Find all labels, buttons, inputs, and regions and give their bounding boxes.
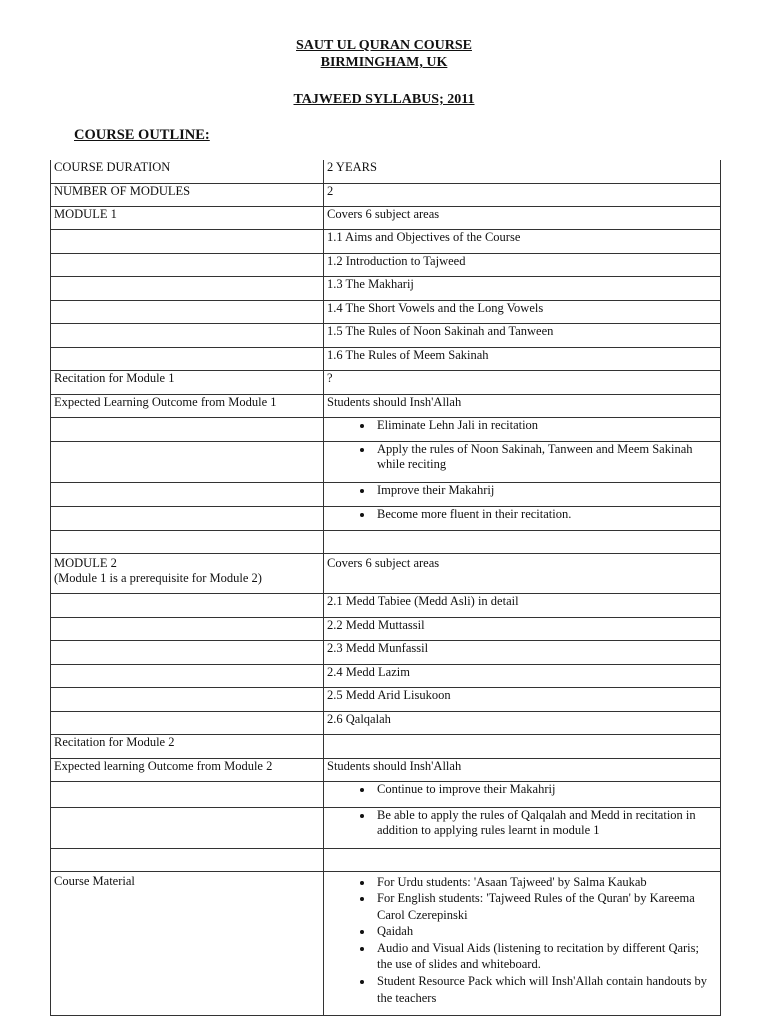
label-cell (51, 781, 324, 807)
label-cell (51, 664, 324, 687)
outcome-bullet: • Continue to improve their Makahrij (374, 782, 717, 797)
table-row (51, 758, 721, 781)
value-cell (324, 530, 721, 553)
label-cell: NUMBER OF MODULES (51, 183, 324, 206)
value-cell: 2.5 Medd Arid Lisukoon (324, 687, 721, 711)
value-cell: Students should Insh'Allah (324, 394, 721, 417)
outcome-bullet: • Eliminate Lehn Jali in recitation (374, 418, 717, 433)
label-cell (51, 848, 324, 871)
value-cell: Covers 6 subject areas (324, 206, 721, 229)
outcome-bullet: • Apply the rules of Noon Sakinah, Tanween and Meem Sakinah while reciting (374, 442, 717, 472)
material-item: • Audio and Visual Aids (listening to recitation by different Qaris; the use of slides and whiteboard. (374, 940, 717, 973)
table-row (51, 664, 721, 687)
table-row (51, 394, 721, 417)
value-cell (324, 734, 721, 758)
label-cell (51, 807, 324, 848)
course-title: SAUT UL QURAN COURSE (296, 38, 472, 53)
outcome-bullet: • Improve their Makahrij (374, 483, 717, 498)
table-row (51, 441, 721, 482)
value-cell (324, 506, 721, 530)
table-row (51, 183, 721, 206)
table-row (51, 276, 721, 300)
label-cell (51, 441, 324, 482)
table-row (51, 482, 721, 506)
table-row (51, 206, 721, 229)
value-cell (324, 441, 721, 482)
value-cell: 1.4 The Short Vowels and the Long Vowels (324, 300, 721, 323)
value-cell: ? (324, 370, 721, 394)
table-row (51, 160, 721, 183)
value-cell: 1.1 Aims and Objectives of the Course (324, 229, 721, 253)
value-cell: 2.2 Medd Muttassil (324, 617, 721, 640)
value-cell (324, 417, 721, 441)
label-cell (51, 323, 324, 347)
material-item: • Qaidah (374, 923, 717, 940)
table-row (51, 370, 721, 394)
value-cell: 1.5 The Rules of Noon Sakinah and Tanween (324, 323, 721, 347)
label-cell: Recitation for Module 2 (51, 734, 324, 758)
value-cell: Covers 6 subject areas (324, 553, 721, 593)
value-cell (324, 848, 721, 871)
label-cell (51, 711, 324, 734)
value-cell: 2 YEARS (324, 160, 721, 183)
table-row (51, 617, 721, 640)
course-location: BIRMINGHAM, UK (320, 55, 448, 70)
table-row (51, 711, 721, 734)
material-item: • Student Resource Pack which will Insh'Allah contain handouts by the teachers (374, 973, 717, 1006)
table-row (51, 807, 721, 848)
label-cell (51, 229, 324, 253)
label-cell (51, 530, 324, 553)
outcome-bullet: • Be able to apply the rules of Qalqalah and Medd in recitation in addition to applying rules learnt in module 1 (374, 808, 717, 838)
label-cell: Recitation for Module 1 (51, 370, 324, 394)
table-row (51, 323, 721, 347)
table-row (51, 417, 721, 441)
value-cell: Students should Insh'Allah (324, 758, 721, 781)
value-cell (324, 781, 721, 807)
table-row (51, 871, 721, 1015)
table-row (51, 253, 721, 276)
label-cell (51, 617, 324, 640)
value-cell: 1.2 Introduction to Tajweed (324, 253, 721, 276)
table-row (51, 506, 721, 530)
outcome-bullet: • Become more fluent in their recitation. (374, 507, 717, 522)
value-cell: 2.1 Medd Tabiee (Medd Asli) in detail (324, 593, 721, 617)
label-cell: Course Material (51, 871, 324, 1015)
course-outline-heading: COURSE OUTLINE: (74, 127, 210, 143)
label-cell (51, 482, 324, 506)
label-cell: Expected learning Outcome from Module 2 (51, 758, 324, 781)
module-2-label: MODULE 2 (54, 555, 117, 570)
label-cell: COURSE DURATION (51, 160, 324, 183)
value-cell: 2.4 Medd Lazim (324, 664, 721, 687)
value-cell (324, 482, 721, 506)
label-cell (51, 506, 324, 530)
value-cell: 1.6 The Rules of Meem Sakinah (324, 347, 721, 370)
table-row (51, 734, 721, 758)
value-cell: 2.3 Medd Munfassil (324, 640, 721, 664)
table-row (51, 553, 721, 593)
course-outline-table (50, 160, 721, 1016)
material-item: • For English students: 'Tajweed Rules of the Quran' by Kareema Carol Czerepinski (374, 890, 717, 923)
table-row (51, 300, 721, 323)
label-cell (51, 553, 324, 593)
syllabus-title: TAJWEED SYLLABUS; 2011 (293, 92, 475, 107)
value-cell (324, 871, 721, 1015)
label-cell (51, 300, 324, 323)
material-item: • For Urdu students: 'Asaan Tajweed' by Salma Kaukab (374, 874, 717, 891)
label-cell: Expected Learning Outcome from Module 1 (51, 394, 324, 417)
table-row (51, 848, 721, 871)
table-row (51, 229, 721, 253)
label-cell: MODULE 1 (51, 206, 324, 229)
module-2-prerequisite: (Module 1 is a prerequisite for Module 2) (54, 570, 262, 585)
table-row (51, 781, 721, 807)
label-cell (51, 640, 324, 664)
value-cell: 2.6 Qalqalah (324, 711, 721, 734)
table-row (51, 687, 721, 711)
label-cell (51, 347, 324, 370)
label-cell (51, 253, 324, 276)
value-cell: 2 (324, 183, 721, 206)
table-row (51, 640, 721, 664)
value-cell: 1.3 The Makharij (324, 276, 721, 300)
label-cell (51, 687, 324, 711)
table-row (51, 593, 721, 617)
label-cell (51, 417, 324, 441)
value-cell (324, 807, 721, 848)
table-row (51, 530, 721, 553)
table-row (51, 347, 721, 370)
course-material-list (327, 874, 717, 1007)
label-cell (51, 593, 324, 617)
label-cell (51, 276, 324, 300)
